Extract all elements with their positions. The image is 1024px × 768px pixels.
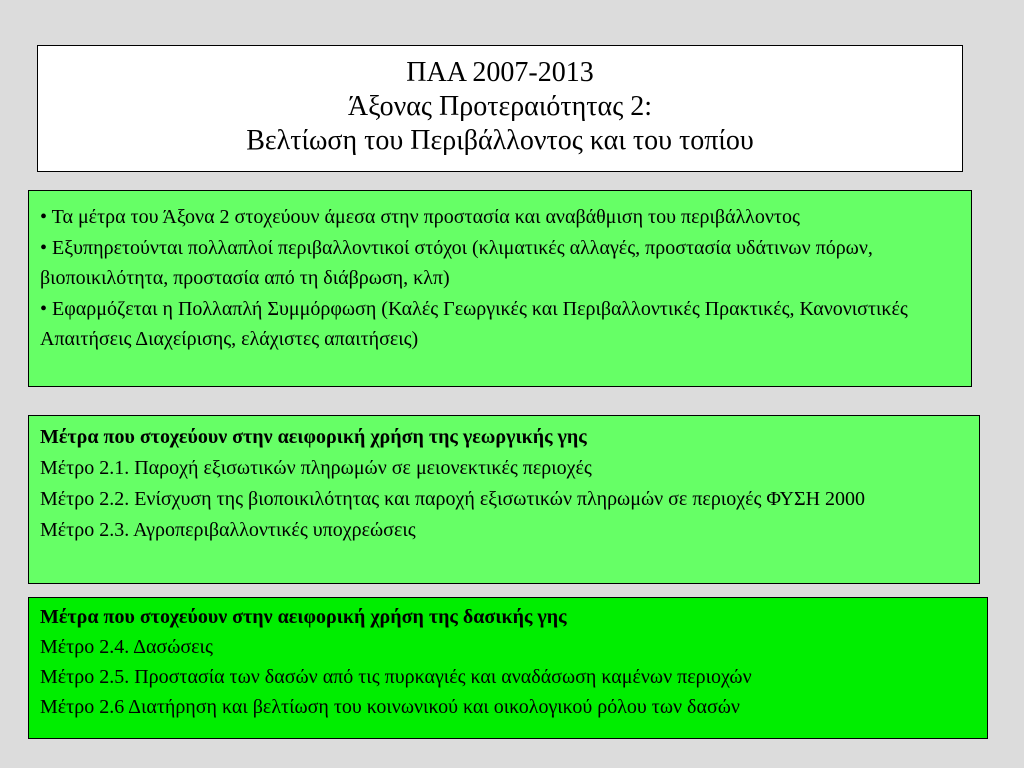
measure-2-5: Μέτρο 2.5. Προστασία των δασών από τις πυρκαγιές και αναδάσωση καμένων περιοχών [40, 666, 752, 688]
intro-bullet-1: • Τα μέτρα του Άξονα 2 στοχεύουν άμεσα στην προστασία και αναβάθμιση του περιβάλλοντος [40, 206, 800, 228]
measure-2-2: Μέτρο 2.2. Ενίσχυση της βιοποικιλότητας και παροχή εξισωτικών πληρωμών σε περιοχές ΦΥΣΗ 2000 [40, 488, 866, 510]
measure-2-4: Μέτρο 2.4. Δασώσεις [40, 636, 213, 658]
intro-bullets-box [28, 190, 972, 387]
slide-title-line-2: Άξονας Προτεραιότητας 2: [347, 91, 653, 122]
forest-measures-box [28, 597, 988, 739]
measure-2-1: Μέτρο 2.1. Παροχή εξισωτικών πληρωμών σε μειονεκτικές περιοχές [40, 457, 592, 479]
slide-title-box [37, 45, 963, 172]
measure-2-6: Μέτρο 2.6 Διατήρηση και βελτίωση του κοινωνικού και οικολογικού ρόλου των δασών [40, 696, 740, 718]
measure-2-3: Μέτρο 2.3. Αγροπεριβαλλοντικές υποχρεώσεις [40, 519, 416, 541]
agricultural-measures-heading: Μέτρα που στοχεύουν στην αειφορική χρήση της γεωργικής γης [40, 426, 587, 448]
intro-bullet-2: • Εξυπηρετούνται πολλαπλοί περιβαλλοντικοί στόχοι (κλιματικές αλλαγές, προστασία υδάτινων πόρων, βιοποικιλότητα, προστασία από τη διάβρωση, κλπ) [40, 236, 873, 289]
intro-bullet-3: • Εφαρμόζεται η Πολλαπλή Συμμόρφωση (Καλές Γεωργικές και Περιβαλλοντικές Πρακτικές, Κανονιστικές Απαιτήσεις Διαχείρισης, ελάχιστες απαιτήσεις) [40, 297, 908, 350]
slide-title-line-3: Βελτίωση του Περιβάλλοντος και του τοπίου [246, 125, 754, 156]
slide-title-line-1: ΠΑΑ 2007-2013 [406, 57, 594, 88]
forest-measures-heading: Μέτρα που στοχεύουν στην αειφορική χρήση της δασικής γης [40, 606, 567, 628]
agricultural-measures-box [28, 415, 980, 584]
